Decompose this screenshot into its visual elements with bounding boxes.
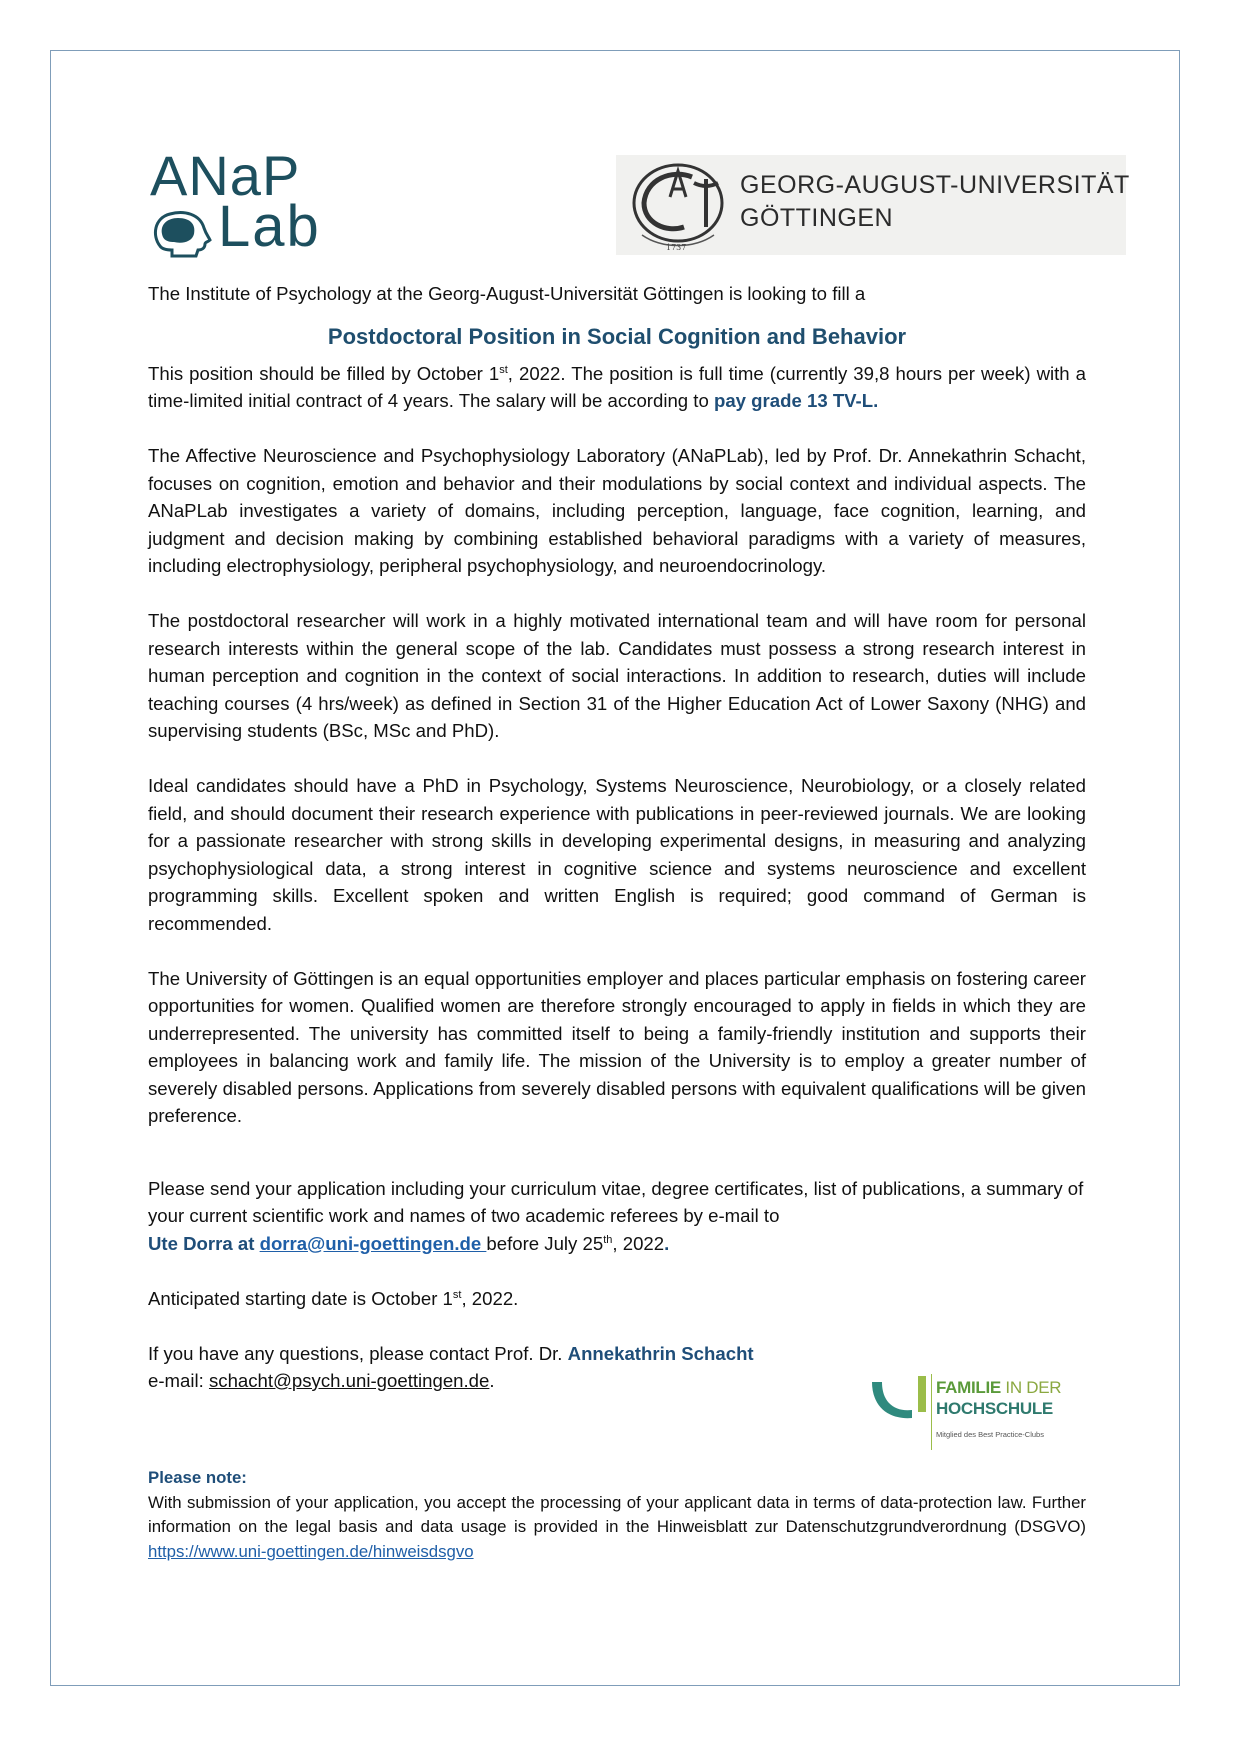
familie-logo-line1: FAMILIE IN DER <box>936 1378 1062 1397</box>
paragraph-requirements: Ideal candidates should have a PhD in Psychology, Systems Neuroscience, Neurobiology, or a closely related field, and should document their research experience with publications in peer-reviewed journals. We are looking for a passionate researcher with strong skills in developing experimental designs, in measuring and analyzing psychophysiological data, a strong interest in cognitive science and systems neuroscience and excellent programming skills. Excellent spoken and written English is required; good command of German is recommended. <box>148 775 1086 934</box>
paragraph-equal-opportunity: The University of Göttingen is an equal opportunities employer and places particular emphasis on fostering career opportunities for women. Qualified women are therefore strongly encouraged to apply in fields in which they are underrepresented. The university has committed itself to being a family-friendly institution and supports their employees in balancing work and family life. The mission of the University is to employ a greater number of severely disabled persons. Applications from severely disabled persons with equivalent qualifications will be given preference. <box>148 967 1086 1126</box>
paragraph-duties: The postdoctoral researcher will work in a highly motivated international team and will have room for personal research interests within the general scope of the lab. Candidates must possess a strong research interest in human perception and cognition in the context of social interactions. In addition to research, duties will include teaching courses (4 hrs/week) as defined in Section 31 of the Higher Education Act of Lower Saxony (NHG) and supervising students (BSc, MSc and PhD). <box>148 610 1086 741</box>
data-protection-note <box>148 1466 1086 1564</box>
familie-logo-icon <box>868 1372 930 1452</box>
university-seal-icon <box>622 157 734 253</box>
contact-name: Annekathrin Schacht <box>567 1342 754 1364</box>
university-name-line1: GEORG-AUGUST-UNIVERSITÄT <box>740 171 1130 199</box>
anap-lab-logo <box>148 144 348 259</box>
recipient-name: Ute Dorra at <box>148 1232 260 1254</box>
intro-text: The Institute of Psychology at the Georg-August-Universität Göttingen is looking to fill a <box>148 283 866 304</box>
university-name-line2: GÖTTINGEN <box>740 204 894 232</box>
job-posting-body <box>148 280 1086 1395</box>
note-body: With submission of your application, you accept the processing of your applicant data in terms of data-protection law. Further information on the legal basis and data usage is provided in the Hinweisblatt zur Datenschutzgrundverordnung (DSGVO) https://www.uni-goettingen.de/hinweisdsgvo <box>148 1492 1086 1561</box>
brain-head-icon <box>150 206 214 258</box>
dsgvo-link[interactable]: https://www.uni-goettingen.de/hinweisdsgvo <box>148 1541 474 1561</box>
paragraph-position-details: This position should be filled by October 1st, 2022. The position is full time (currently 39,8 hours per week) with a time-limited initial contract of 4 years. The salary will be according to pay grade 13 TV-L. <box>148 362 1086 411</box>
familie-in-der-hochschule-logo <box>868 1368 1068 1458</box>
paragraph-contact: If you have any questions, please contact Prof. Dr. Annekathrin Schacht e-mail: schacht@psych.uni-goettingen.de. <box>148 1342 754 1391</box>
application-email-link[interactable]: dorra@uni-goettingen.de <box>259 1232 487 1254</box>
university-logo <box>616 155 1130 255</box>
pay-grade: pay grade 13 TV-L <box>713 390 874 411</box>
paragraph-application: Please send your application including your curriculum vitae, degree certificates, list of publications, a summary of your current scientific work and names of two academic referees by e-mail to Ute Dorra at dorra@uni-goettingen.de before July 25th, 2022. <box>148 1177 1084 1254</box>
paragraph-lab-description: The Affective Neuroscience and Psychophysiology Laboratory (ANaPLab), led by Prof. Dr. Annekathrin Schacht, focuses on cognition, emotion and behavior and their modulations by social context and individual aspects. The ANaPLab investigates a variety of domains, including perception, language, face cognition, learning, and judgment and decision making by combining established behavioral paradigms with a variety of measures, including electrophysiology, peripheral psychophysiology, and neuroendocrinology. <box>148 445 1086 576</box>
contact-email-link[interactable]: schacht@psych.uni-goettingen.de <box>208 1370 490 1391</box>
paragraph-start-date: Anticipated starting date is October 1st, 2022. <box>148 1287 519 1309</box>
seal-year: 1737 <box>666 243 687 252</box>
lab-logo-text: Lab <box>218 194 321 259</box>
familie-logo-line3: Mitglied des Best Practice-Clubs <box>936 1430 1044 1439</box>
anap-logo-text: ANaP <box>150 144 301 207</box>
note-heading: Please note: <box>148 1468 247 1487</box>
familie-logo-line2: HOCHSCHULE <box>936 1399 1053 1418</box>
position-title: Postdoctoral Position in Social Cognition and Behavior <box>327 323 907 349</box>
